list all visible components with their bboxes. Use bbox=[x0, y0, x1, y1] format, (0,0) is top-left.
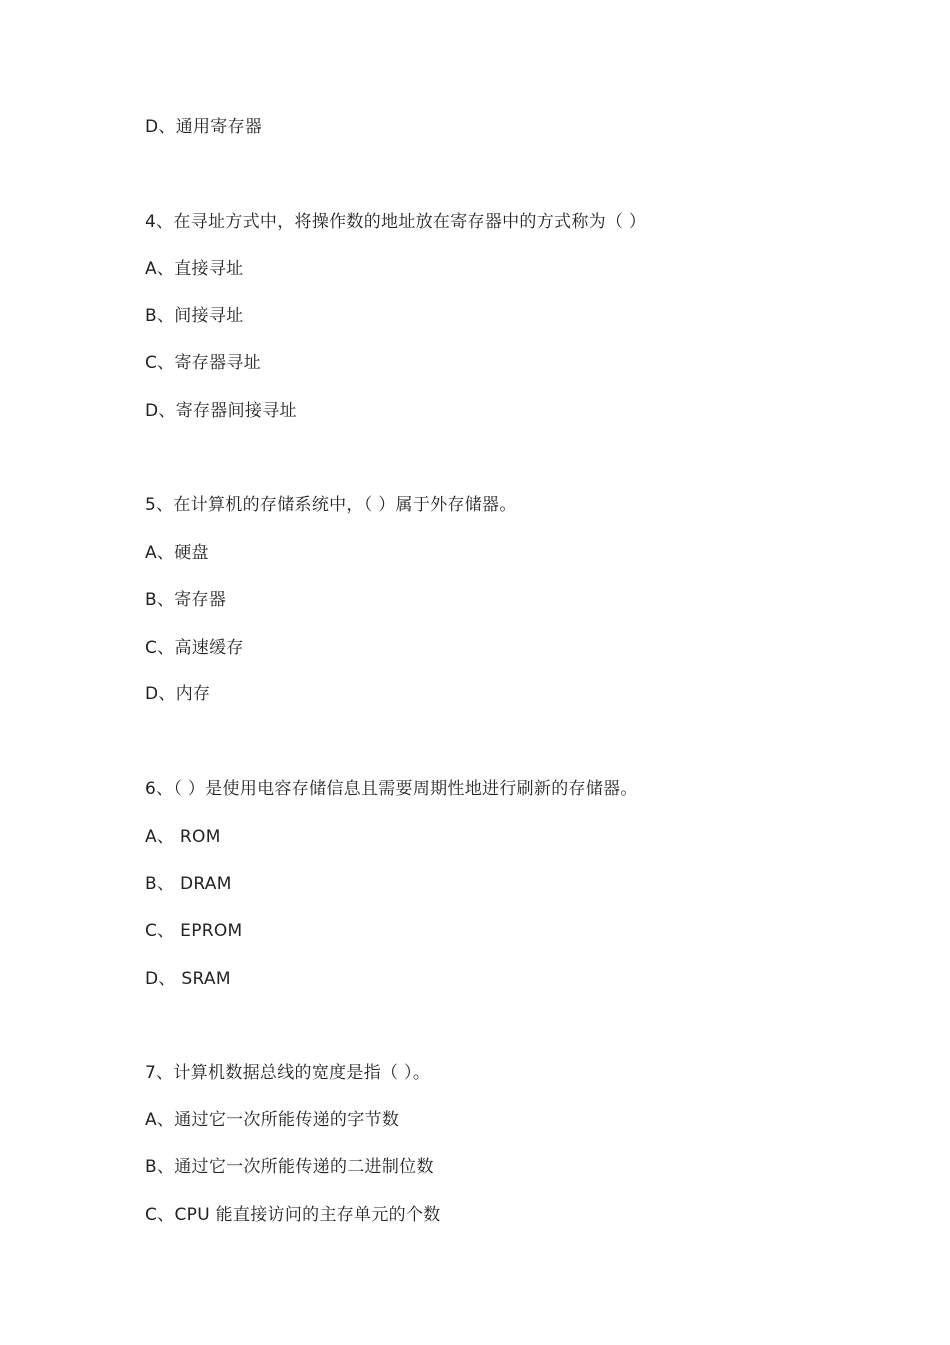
q5-question: 5、在计算机的存储系统中，（ ）属于外存储器。 bbox=[145, 495, 517, 515]
q5-option-a: A、硬盘 bbox=[145, 543, 209, 563]
q4-question: 4、在寻址方式中，将操作数的地址放在寄存器中的方式称为（ ） bbox=[145, 212, 647, 232]
q7-option-c: C、CPU 能直接访问的主存单元的个数 bbox=[145, 1205, 441, 1225]
q6-option-b: B、 DRAM bbox=[145, 874, 232, 894]
q6-question: 6、（ ）是使用电容存储信息且需要周期性地进行刷新的存储器。 bbox=[145, 779, 638, 799]
q5-option-d: D、内存 bbox=[145, 684, 211, 704]
q7-option-b: B、通过它一次所能传递的二进制位数 bbox=[145, 1157, 434, 1177]
q4-option-c: C、寄存器寻址 bbox=[145, 353, 261, 373]
q3-option-d: D、通用寄存器 bbox=[145, 117, 263, 137]
q5-option-c: C、高速缓存 bbox=[145, 638, 244, 658]
q6-option-a: A、 ROM bbox=[145, 827, 221, 847]
q5-option-b: B、寄存器 bbox=[145, 590, 227, 610]
q4-option-b: B、间接寻址 bbox=[145, 306, 244, 326]
q6-option-c: C、 EPROM bbox=[145, 921, 243, 941]
q7-question: 7、计算机数据总线的宽度是指（ ）。 bbox=[145, 1063, 431, 1083]
q6-option-d: D、 SRAM bbox=[145, 969, 231, 989]
q4-option-d: D、寄存器间接寻址 bbox=[145, 401, 297, 421]
q7-option-a: A、通过它一次所能传递的字节数 bbox=[145, 1110, 400, 1130]
q4-option-a: A、直接寻址 bbox=[145, 259, 244, 279]
